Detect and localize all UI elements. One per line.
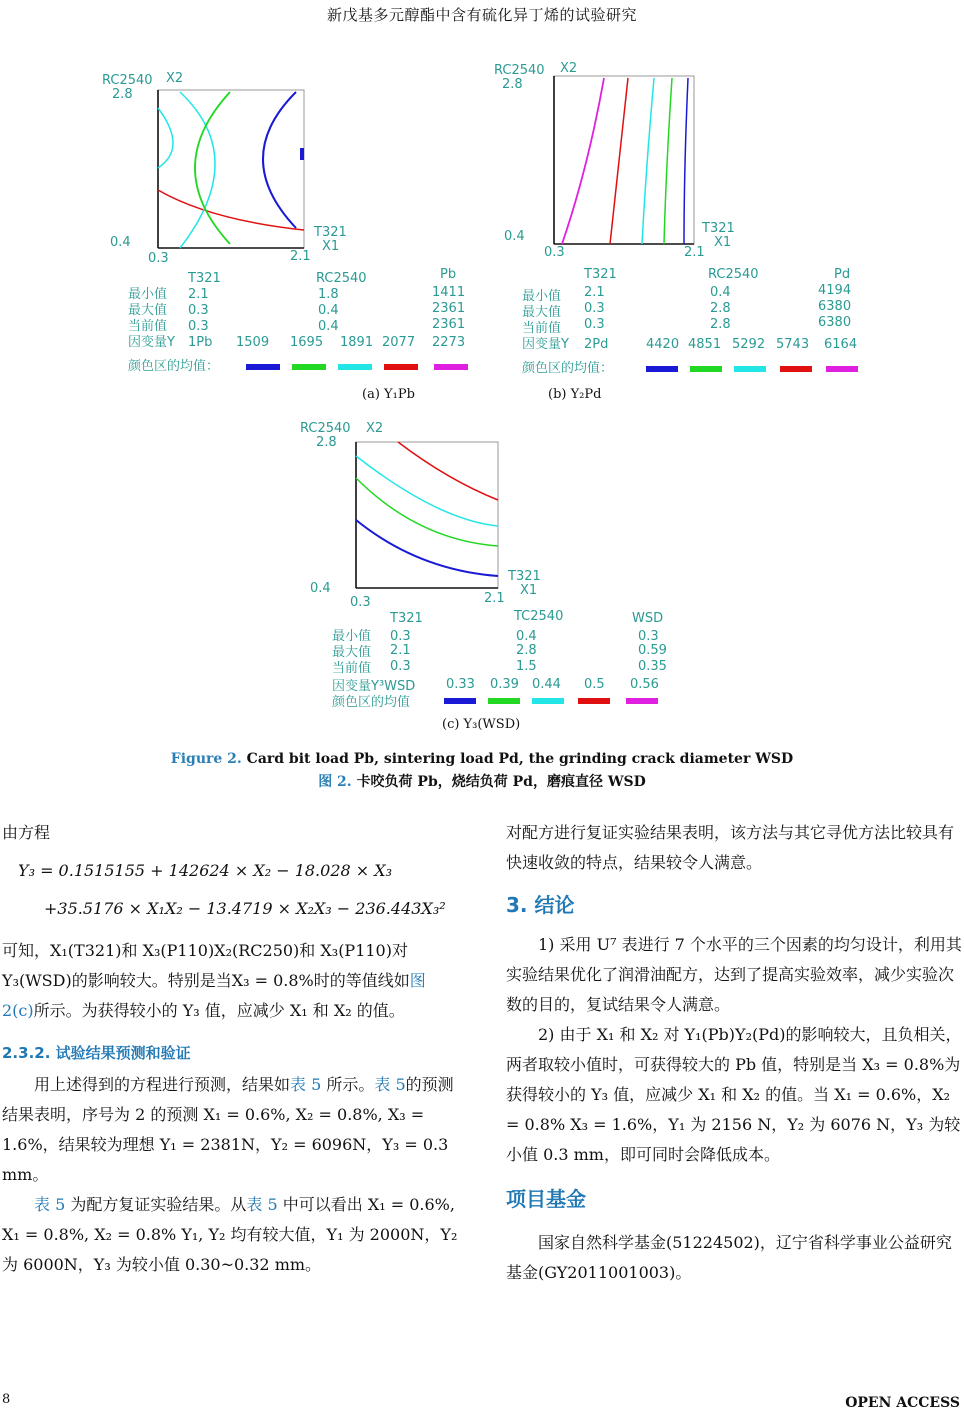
table-link[interactable]: 表 5 bbox=[374, 1075, 406, 1094]
svg-text:X2: X2 bbox=[366, 421, 384, 436]
caption-a: (a) Y₁Pb bbox=[362, 387, 415, 402]
svg-text:最小值: 最小值 bbox=[128, 287, 168, 302]
svg-text:2.8: 2.8 bbox=[316, 435, 337, 450]
svg-text:1Pb: 1Pb bbox=[188, 335, 213, 350]
svg-text:RC2540: RC2540 bbox=[708, 267, 759, 282]
figure-caption-cn: 图 2. 卡咬负荷 Pb，烧结负荷 Pd，磨痕直径 WSD bbox=[318, 774, 646, 790]
svg-text:最小值: 最小值 bbox=[332, 629, 372, 644]
svg-text:0.39: 0.39 bbox=[490, 677, 519, 692]
svg-text:0.3: 0.3 bbox=[584, 317, 605, 332]
table-link[interactable]: 表 5 bbox=[34, 1195, 66, 1214]
svg-text:因变量Y³WSD: 因变量Y³WSD bbox=[332, 679, 416, 694]
page-number: 8 bbox=[2, 1392, 11, 1407]
svg-text:0.35: 0.35 bbox=[638, 659, 667, 674]
svg-text:0.5: 0.5 bbox=[584, 677, 605, 692]
svg-text:X2: X2 bbox=[560, 61, 578, 76]
para-verification: 表 5 为配方复证实验结果。从表 5 中可以看出 X₁ = 0.6%, X₁ = 0.8%, X₂ = 0.8% Y₁, Y₂ 均有较大值，Y₁ 为 2000N，Y₂ 为 6000N，Y₃ 为较小值 0.30~0.32 mm。 bbox=[2, 1195, 458, 1274]
svg-text:颜色区的均值: 颜色区的均值 bbox=[332, 695, 411, 710]
para-analysis: 可知，X₁(T321)和 X₃(P110)X₂(RC250)和 X₃(P110)对Y₃(WSD)的影响较大。特别是当X₃ = 0.8%时的等值线如图 2(c)所示。为获得较小的 Y₃ 值，应减少 X₁ 和 X₂ 的值。 bbox=[2, 941, 426, 1020]
svg-text:1891: 1891 bbox=[340, 335, 374, 350]
svg-text:2.8: 2.8 bbox=[502, 77, 523, 92]
right-column bbox=[506, 818, 962, 1288]
svg-text:0.3: 0.3 bbox=[350, 595, 371, 610]
svg-text:2.1: 2.1 bbox=[684, 245, 705, 260]
svg-text:X1: X1 bbox=[714, 235, 732, 250]
svg-text:0.3: 0.3 bbox=[638, 629, 659, 644]
table-link[interactable]: 表 5 bbox=[246, 1195, 278, 1214]
svg-text:0.4: 0.4 bbox=[516, 629, 537, 644]
svg-text:X1: X1 bbox=[520, 583, 538, 598]
section-3-heading: 3. 结论 bbox=[506, 893, 575, 917]
y-top-label: RC2540 bbox=[102, 73, 153, 88]
svg-text:2361: 2361 bbox=[432, 301, 466, 316]
svg-text:RC2540: RC2540 bbox=[300, 421, 351, 436]
svg-text:Pd: Pd bbox=[834, 267, 851, 282]
svg-text:2.8: 2.8 bbox=[710, 301, 731, 316]
table-link[interactable]: 表 5 bbox=[290, 1075, 322, 1094]
svg-text:2077: 2077 bbox=[382, 335, 416, 350]
conclusion-1: 1) 采用 U⁷ 表进行 7 个水平的三个因素的均匀设计，利用其实验结果优化了润滑油配方，达到了提高实验效率，减少实验次数的目的，复试结果令人满意。 bbox=[506, 935, 962, 1014]
contour-chart-a bbox=[100, 68, 480, 380]
svg-text:2.8: 2.8 bbox=[112, 87, 133, 102]
svg-text:0.3: 0.3 bbox=[188, 319, 209, 334]
svg-text:颜色区的均值：: 颜色区的均值： bbox=[522, 361, 614, 376]
svg-text:颜色区的均值：: 颜色区的均值： bbox=[128, 359, 220, 374]
svg-text:2.8: 2.8 bbox=[516, 643, 537, 658]
running-header: 新戊基多元醇酯中含有硫化异丁烯的试验研究 bbox=[326, 6, 637, 24]
svg-text:4420: 4420 bbox=[646, 337, 680, 352]
para-equation-intro: 由方程 bbox=[2, 823, 51, 842]
svg-text:1.8: 1.8 bbox=[318, 287, 339, 302]
figure-caption-en: Figure 2. Card bit load Pb, sintering load Pd, the grinding crack diameter WSD bbox=[170, 751, 794, 767]
para-prediction: 用上述得到的方程进行预测，结果如表 5 所示。表 5的预测结果表明，序号为 2 的预测 X₁ = 0.6%, X₂ = 0.8%, X₃ = 1.6%，结果较为理想 Y₁ = 2381N，Y₂ = 6096N，Y₃ = 0.3 mm。 bbox=[2, 1075, 454, 1184]
contour-chart-b bbox=[492, 58, 872, 378]
svg-text:0.3: 0.3 bbox=[544, 245, 565, 260]
left-column bbox=[2, 818, 460, 1280]
svg-text:2273: 2273 bbox=[432, 335, 466, 350]
svg-text:0.44: 0.44 bbox=[532, 677, 561, 692]
svg-text:1695: 1695 bbox=[290, 335, 324, 350]
svg-text:当前值: 当前值 bbox=[332, 661, 372, 676]
svg-text:2.1: 2.1 bbox=[188, 287, 209, 302]
svg-text:0.59: 0.59 bbox=[638, 643, 667, 658]
svg-text:Pb: Pb bbox=[440, 267, 457, 282]
svg-text:2361: 2361 bbox=[432, 317, 466, 332]
para-continuation: 对配方进行复证实验结果表明，该方法与其它寻优方法比较具有快速收敛的特点，结果较令人满意。 bbox=[506, 823, 955, 872]
svg-text:0.4: 0.4 bbox=[504, 229, 525, 244]
svg-text:0.4: 0.4 bbox=[318, 319, 339, 334]
svg-text:T321: T321 bbox=[584, 267, 617, 282]
svg-text:2.1: 2.1 bbox=[584, 285, 605, 300]
funding-heading: 项目基金 bbox=[506, 1187, 586, 1211]
svg-text:4194: 4194 bbox=[818, 283, 852, 298]
svg-text:因变量Y: 因变量Y bbox=[128, 335, 175, 350]
svg-text:1411: 1411 bbox=[432, 285, 466, 300]
svg-text:0.33: 0.33 bbox=[446, 677, 475, 692]
svg-text:最大值: 最大值 bbox=[332, 645, 372, 660]
svg-text:1509: 1509 bbox=[236, 335, 270, 350]
equation-line-2: +35.5176 × X₁X₂ − 13.4719 × X₂X₃ − 236.443X₃² bbox=[44, 899, 446, 918]
fig-link[interactable]: 图 2(c) bbox=[2, 971, 426, 1020]
svg-text:2.1: 2.1 bbox=[290, 249, 311, 264]
svg-text:T321: T321 bbox=[702, 221, 735, 236]
svg-text:T321: T321 bbox=[314, 225, 347, 240]
svg-text:6164: 6164 bbox=[824, 337, 858, 352]
svg-text:WSD: WSD bbox=[632, 611, 664, 626]
svg-text:最大值: 最大值 bbox=[522, 305, 562, 320]
svg-text:2.1: 2.1 bbox=[484, 591, 505, 606]
svg-text:0.3: 0.3 bbox=[390, 629, 411, 644]
svg-text:5743: 5743 bbox=[776, 337, 810, 352]
svg-text:0.4: 0.4 bbox=[310, 581, 331, 596]
svg-text:5292: 5292 bbox=[732, 337, 766, 352]
svg-text:6380: 6380 bbox=[818, 299, 852, 314]
svg-text:0.3: 0.3 bbox=[584, 301, 605, 316]
open-access-label: OPEN ACCESS bbox=[845, 1395, 960, 1411]
svg-text:T321: T321 bbox=[390, 611, 423, 626]
svg-text:0.3: 0.3 bbox=[188, 303, 209, 318]
svg-text:0.4: 0.4 bbox=[110, 235, 131, 250]
svg-text:4851: 4851 bbox=[688, 337, 722, 352]
equation-line-1: Y₃ = 0.1515155 + 142624 × X₂ − 18.028 × X₃ bbox=[18, 861, 393, 880]
funding-text: 国家自然科学基金(51224502)，辽宁省科学事业公益研究基金(GY2011001003)。 bbox=[506, 1233, 952, 1282]
svg-text:因变量Y: 因变量Y bbox=[522, 337, 569, 352]
caption-c: (c) Y₃(WSD) bbox=[442, 717, 521, 732]
svg-text:2.8: 2.8 bbox=[710, 317, 731, 332]
svg-text:RC2540: RC2540 bbox=[494, 63, 545, 78]
svg-text:2Pd: 2Pd bbox=[584, 337, 609, 352]
svg-text:1.5: 1.5 bbox=[516, 659, 537, 674]
svg-text:RC2540: RC2540 bbox=[316, 271, 367, 286]
svg-text:0.3: 0.3 bbox=[390, 659, 411, 674]
svg-text:0.3: 0.3 bbox=[148, 251, 169, 266]
svg-text:0.56: 0.56 bbox=[630, 677, 659, 692]
svg-text:最大值: 最大值 bbox=[128, 303, 168, 318]
svg-text:0.4: 0.4 bbox=[710, 285, 731, 300]
svg-text:0.4: 0.4 bbox=[318, 303, 339, 318]
contour-chart-c bbox=[298, 420, 678, 712]
svg-text:2.1: 2.1 bbox=[390, 643, 411, 658]
conclusion-2: 2) 由于 X₁ 和 X₂ 对 Y₁(Pb)Y₂(Pd)的影响较大，且负相关，两者取较小值时，可获得较大的 Pb 值，特别是当 X₃ = 0.8%为获得较小的 Y₃ 值，应减少 X₁ 和 X₂ 的值。当 X₁ = 0.6%，X₂ = 0.8% X₃ = 1.6%，Y₁ 为 2156 N，Y₂ 为 6076 N，Y₃ 为较小值 0.3 mm，即可同时会降低成本。 bbox=[506, 1025, 962, 1164]
svg-text:X2: X2 bbox=[166, 71, 184, 86]
svg-text:当前值: 当前值 bbox=[522, 321, 562, 336]
svg-text:T321: T321 bbox=[508, 569, 541, 584]
svg-text:T321: T321 bbox=[188, 271, 221, 286]
svg-text:最小值: 最小值 bbox=[522, 289, 562, 304]
svg-text:当前值: 当前值 bbox=[128, 319, 168, 334]
caption-b: (b) Y₂Pd bbox=[548, 387, 602, 402]
svg-text:6380: 6380 bbox=[818, 315, 852, 330]
section-2-3-2-heading: 2.3.2. 试验结果预测和验证 bbox=[2, 1044, 191, 1062]
svg-text:TC2540: TC2540 bbox=[514, 609, 564, 624]
svg-text:X1: X1 bbox=[322, 239, 340, 254]
